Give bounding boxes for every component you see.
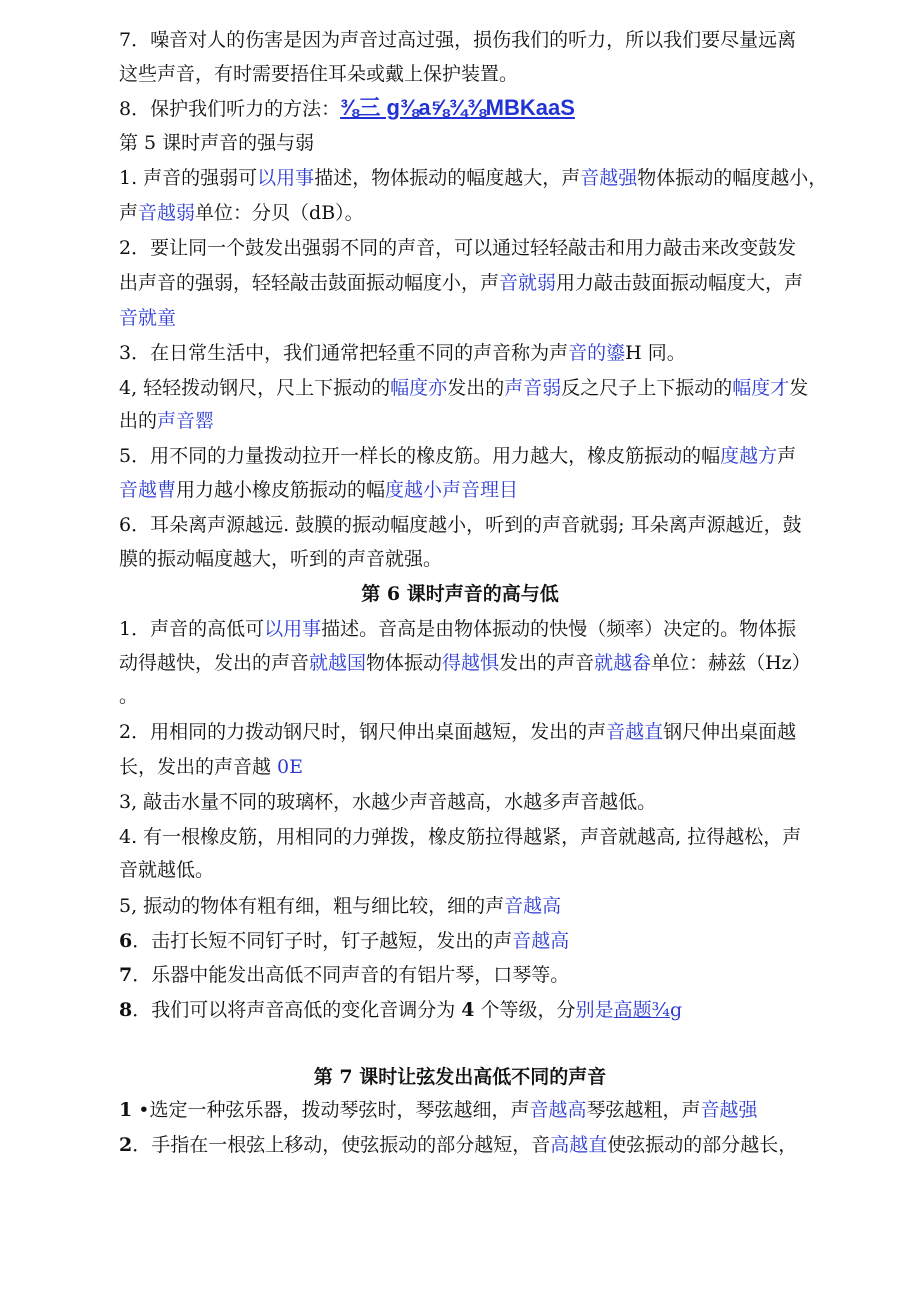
s5-para-6-line-2 bbox=[119, 546, 840, 572]
s6-para-8 bbox=[119, 997, 840, 1023]
text: 发 bbox=[789, 377, 809, 399]
text: 8．保护我们听力的方法： bbox=[119, 98, 341, 120]
text: ．乐器中能发出高低不同声音的有铝片琴，口琴等。 bbox=[132, 964, 570, 986]
s6-para-6 bbox=[119, 928, 840, 954]
s5-para-6-line-1 bbox=[119, 512, 840, 538]
s6-para-4-line-2 bbox=[119, 857, 840, 883]
heading: 第 6 课时声音的高与低 bbox=[361, 583, 559, 605]
text: 4. 有一根橡皮筋，用相同的力弹拨，橡皮筋拉得越紧，声音就越高, 拉得越松，声 bbox=[119, 826, 802, 848]
text: 发出的声音 bbox=[499, 652, 595, 674]
para-7-line-1 bbox=[119, 27, 840, 53]
s5-para-4-line-2 bbox=[119, 408, 840, 434]
text: 膜的振动幅度越大，听到的声音就强。 bbox=[119, 548, 443, 570]
answer: 幅度亦 bbox=[390, 377, 448, 399]
s5-para-5-line-1 bbox=[119, 443, 840, 469]
text: 5．用不同的力量拨动拉开一样长的橡皮筋。用力越大，橡皮筋振动的幅 bbox=[119, 445, 721, 467]
item-number: 8 bbox=[119, 999, 133, 1021]
text: 。 bbox=[119, 685, 139, 707]
answer: 音越弱 bbox=[138, 202, 196, 224]
answer: 音越曹 bbox=[119, 479, 177, 501]
text: 音就越低。 bbox=[119, 859, 215, 881]
text: ．击打长短不同钉子时，钉子越短，发出的声 bbox=[132, 930, 513, 952]
section-7-title bbox=[0, 1064, 920, 1090]
answer-link[interactable]: 高题¾g bbox=[613, 999, 683, 1021]
answer: 幅度才 bbox=[732, 377, 790, 399]
garbled-answer-link[interactable]: ⅜三 g⅜a⅝¾⅜MBKaaS bbox=[340, 95, 575, 120]
s5-para-2-line-2 bbox=[119, 270, 840, 296]
s5-para-2-line-3 bbox=[119, 305, 840, 331]
s5-para-1-line-1 bbox=[119, 165, 840, 191]
text: 5, 振动的物体有粗有细，粗与细比较，细的声 bbox=[119, 895, 505, 917]
s6-para-4-line-1 bbox=[119, 824, 840, 850]
item-number: 2 bbox=[119, 1134, 133, 1156]
answer: 就越国 bbox=[309, 652, 367, 674]
s6-para-2-line-1 bbox=[119, 719, 840, 745]
answer: 音就童 bbox=[119, 307, 177, 329]
text: 个等级，分 bbox=[474, 999, 576, 1021]
text: 1．声音的高低可 bbox=[119, 618, 265, 640]
level-count: 4 bbox=[461, 999, 475, 1021]
s6-para-7 bbox=[119, 962, 840, 988]
text: 1. 声音的强弱可 bbox=[119, 167, 258, 189]
answer: 音越高 bbox=[529, 1099, 587, 1121]
answer: 音越高 bbox=[504, 895, 562, 917]
text: 物体振动的幅度越小， bbox=[637, 167, 828, 189]
s6-para-1-line-1 bbox=[119, 616, 840, 642]
para-7-line-2 bbox=[119, 61, 840, 87]
answer: 声音罂 bbox=[157, 410, 215, 432]
text: •选定一种弦乐器，拨动琴弦时，琴弦越细，声 bbox=[132, 1099, 530, 1121]
item-number: 1 bbox=[119, 1099, 133, 1121]
item-number: 7 bbox=[119, 964, 133, 986]
text: 出声音的强弱，轻轻敲击鼓面振动幅度小，声 bbox=[119, 272, 500, 294]
text: 发出的 bbox=[447, 377, 505, 399]
text: 6．耳朵离声源越远. 鼓膜的振动幅度越小，听到的声音就弱; 耳朵离声源越近，鼓 bbox=[119, 514, 802, 536]
text: 使弦振动的部分越长， bbox=[607, 1134, 798, 1156]
answer: 音越强 bbox=[700, 1099, 758, 1121]
answer: 度越方 bbox=[720, 445, 778, 467]
answer: 得越惧 bbox=[442, 652, 500, 674]
text: 用力越小橡皮筋振动的幅 bbox=[176, 479, 386, 501]
text: 4, 轻轻拨动钢尺，尺上下振动的 bbox=[119, 377, 391, 399]
answer: 音就弱 bbox=[499, 272, 557, 294]
heading: 第 5 课时声音的强与弱 bbox=[119, 132, 315, 154]
text: H 同。 bbox=[625, 342, 686, 364]
answer: 声音弱 bbox=[504, 377, 562, 399]
s6-para-1-line-3 bbox=[119, 683, 840, 709]
text: 声 bbox=[777, 445, 797, 467]
section-6-title bbox=[0, 581, 920, 607]
answer: 音越强 bbox=[580, 167, 638, 189]
answer: 音越直 bbox=[606, 721, 664, 743]
text: 反之尺子上下振动的 bbox=[561, 377, 733, 399]
text: 用力敲击鼓面振动幅度大，声 bbox=[556, 272, 804, 294]
text: ．手指在一根弦上移动，使弦振动的部分越短，音 bbox=[132, 1134, 551, 1156]
item-number: 6 bbox=[119, 930, 133, 952]
text: 单位：赫兹（Hz） bbox=[651, 652, 811, 674]
text: 7．噪音对人的伤害是因为声音过高过强，损伤我们的听力，所以我们要尽量远离 bbox=[119, 29, 797, 51]
text: 物体振动 bbox=[366, 652, 443, 674]
s5-para-2-line-1 bbox=[119, 235, 840, 261]
heading: 第 7 课时让弦发出高低不同的声音 bbox=[313, 1066, 607, 1088]
answer: 高越直 bbox=[550, 1134, 608, 1156]
s6-para-5 bbox=[119, 893, 840, 919]
text: 描述，物体振动的幅度越大，声 bbox=[314, 167, 581, 189]
s5-para-5-line-2 bbox=[119, 477, 840, 503]
s7-para-1 bbox=[119, 1097, 840, 1123]
text: 3, 敲击水量不同的玻璃杯，水越少声音越高，水越多声音越低。 bbox=[119, 791, 657, 813]
text: 动得越快，发出的声音 bbox=[119, 652, 310, 674]
answer: 以用事 bbox=[257, 167, 315, 189]
s6-para-1-line-2 bbox=[119, 650, 840, 676]
text: 描述。音高是由物体振动的快慢（频率）决定的。物体振 bbox=[321, 618, 797, 640]
text: 这些声音，有时需要捂住耳朵或戴上保护装置。 bbox=[119, 63, 519, 85]
s5-para-1-line-2 bbox=[119, 200, 840, 226]
s7-para-2 bbox=[119, 1132, 840, 1158]
s5-para-3 bbox=[119, 340, 840, 366]
para-8 bbox=[119, 95, 840, 121]
text: 2．用相同的力拨动钢尺时，钢尺伸出桌面越短，发出的声 bbox=[119, 721, 607, 743]
answer: 以用事 bbox=[264, 618, 322, 640]
text: 3．在日常生活中，我们通常把轻重不同的声音称为声 bbox=[119, 342, 569, 364]
answer: 度越小声音理目 bbox=[385, 479, 519, 501]
text: 2．要让同一个鼓发出强弱不同的声音，可以通过轻轻敲击和用力敲击来改变鼓发 bbox=[119, 237, 797, 259]
text: 长，发出的声音越 bbox=[119, 756, 278, 778]
section-5-title bbox=[119, 130, 840, 156]
text: 钢尺伸出桌面越 bbox=[663, 721, 797, 743]
answer: 音越高 bbox=[512, 930, 570, 952]
s5-para-4-line-1 bbox=[119, 375, 840, 401]
text: 出的 bbox=[119, 410, 158, 432]
text: 声 bbox=[119, 202, 139, 224]
answer: 音的鎏 bbox=[568, 342, 626, 364]
text: 单位：分贝（dB）。 bbox=[195, 202, 364, 224]
s6-para-3 bbox=[119, 789, 840, 815]
text: 琴弦越粗，声 bbox=[586, 1099, 701, 1121]
answer: 别是 bbox=[575, 999, 614, 1021]
answer: 就越畚 bbox=[594, 652, 652, 674]
text: ．我们可以将声音高低的变化音调分为 bbox=[132, 999, 462, 1021]
answer: 0E bbox=[277, 756, 304, 778]
s6-para-2-line-2 bbox=[119, 754, 840, 780]
